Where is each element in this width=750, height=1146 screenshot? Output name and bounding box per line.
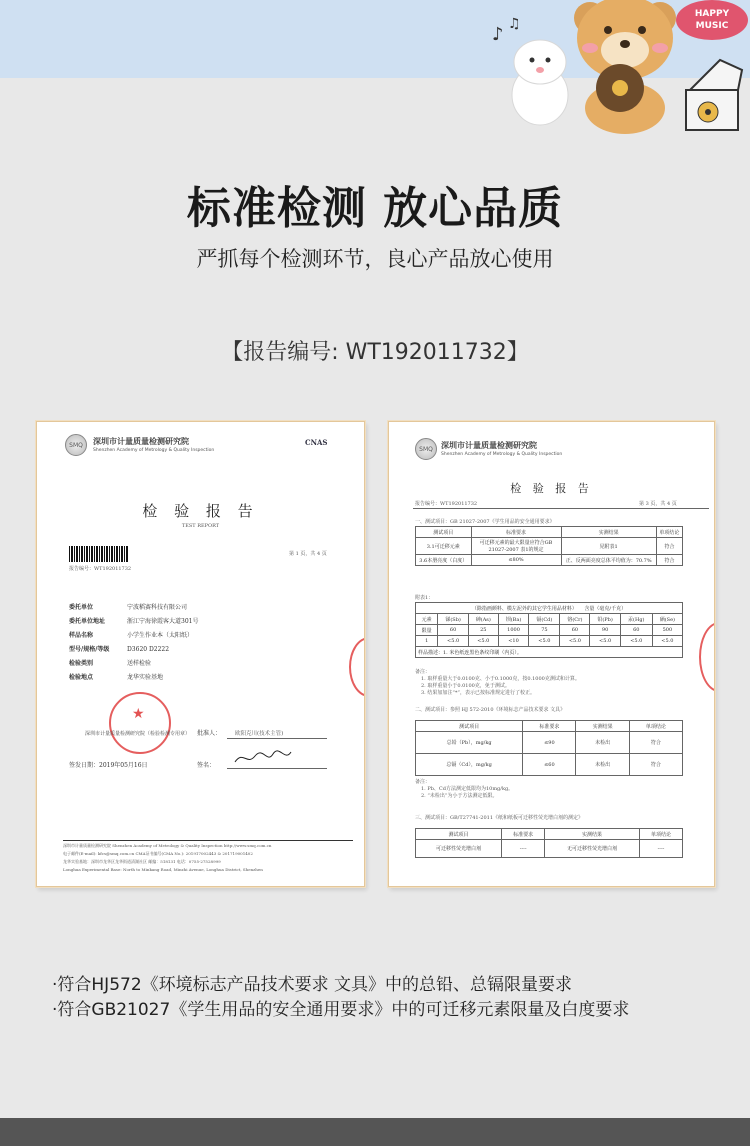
report-ref: 报告编号：WT192011732: [69, 566, 132, 572]
table-cell: 实测结果: [561, 527, 656, 538]
official-stamp: [109, 692, 171, 754]
music-note-icon: ♫: [508, 16, 521, 32]
mascot-decoration: [490, 0, 750, 140]
field-row: 型号/规格/等级 D3620 D2222: [69, 646, 170, 653]
table-cell: ≤90: [523, 732, 576, 754]
table-cell: （除指画颜料、模左泥外的其它学生用品材料） 含量（毫克/千克）: [416, 603, 683, 614]
table-cell: 镉(Cd): [529, 614, 560, 625]
footer-line: 深圳市计量质量检测研究院 Shenzhen Academy of Metrology & Quality Inspection http://www.smq.com.cn: [63, 843, 272, 848]
field-row: 委托单位 宁波稻赛科技有限公司: [69, 604, 188, 611]
field-row: 样品名称 小学生作业本（太阳纸）: [69, 632, 194, 639]
table-cell: 铬(Cr): [560, 614, 590, 625]
table-cell: 锑(Sb): [438, 614, 469, 625]
sign-label: 签名：: [197, 762, 216, 769]
table-cell: 总镉（Cd），mg/kg: [416, 754, 523, 776]
table-cell: <5.0: [620, 636, 652, 647]
table-header-row: [416, 614, 683, 625]
org-name-en: Shenzhen Academy of Metrology & Quality Inspection: [93, 448, 215, 453]
approver-name: 欧阳克川(技术主管): [235, 731, 284, 737]
table-cell: 60: [620, 625, 652, 636]
table-cell: 1000: [498, 625, 529, 636]
table-row: [416, 625, 683, 636]
star-icon: ★: [132, 706, 145, 722]
field-row: 检验类别 送样检验: [69, 660, 152, 667]
table-cell: 钡(Ba): [498, 614, 529, 625]
table-row: [416, 647, 683, 658]
table-cell: 砷(As): [468, 614, 498, 625]
table-cell: 单项结论: [629, 721, 682, 732]
footer-line: 龙华实验基地：深圳市龙华区龙华街道清湖社区 邮编：518131 电话：0755-27528999: [63, 859, 221, 864]
compliance-list: [52, 973, 629, 1023]
table-cell: 单项结论: [656, 527, 682, 538]
org-name-cn: 深圳市计量质量检测研究院: [441, 441, 537, 450]
issue-date: 签发日期：2019年05月16日: [69, 762, 148, 769]
table-header-row: [416, 527, 683, 538]
signature-icon: [233, 748, 293, 768]
result-table-3: [415, 828, 683, 858]
appendix-label: 附表1：: [415, 595, 434, 601]
list-item: ·符合HJ572《环境标志产品技术要求 文具》中的总铅、总镉限量要求: [52, 975, 573, 995]
section-heading: 一、测试项目：GB 21027-2007《学生用品的安全通用要求》: [415, 519, 555, 525]
table-header-row: [416, 829, 683, 840]
table-cell: ----: [639, 840, 682, 858]
table-row: [416, 840, 683, 858]
element-table: [415, 602, 683, 658]
sign-line: [227, 768, 327, 769]
table-cell: 标准要求: [523, 721, 576, 732]
header-divider: [413, 508, 709, 509]
smq-logo-icon: SMQ: [415, 438, 437, 460]
field-row: 检验地点 龙华实验基地: [69, 674, 164, 681]
section-heading: 二、测试项目：参照 HJ 572-2010《环境标志产品技术要求 文具》: [415, 707, 566, 713]
table-cell: 可迁移元素的最大限量应符合GB 21027-2007 表1的规定: [471, 538, 561, 555]
table-cell: 实测结果: [545, 829, 640, 840]
table-cell: 无可迁移性荧光增白剂: [545, 840, 640, 858]
table-cell: 正、反两面亮度总体平均值为：70.7%: [561, 555, 656, 566]
table-cell: ≤80%: [471, 555, 561, 566]
table-cell: 测试项目: [416, 721, 523, 732]
table-cell: 未检出: [576, 754, 629, 776]
table-cell: 1: [416, 636, 438, 647]
report-ref: 报告编号：WT192011732: [415, 501, 478, 507]
table-header-row: [416, 721, 683, 732]
page-subtitle: 严抓每个检测环节，良心产品放心使用: [196, 247, 554, 271]
org-name-en: Shenzhen Academy of Metrology & Quality Inspection: [441, 452, 563, 457]
table-cell: 总铅（Pb），mg/kg: [416, 732, 523, 754]
barcode: [69, 546, 129, 562]
table-row: [416, 555, 683, 566]
table-cell: 汞(Hg): [620, 614, 652, 625]
table-cell: <5.0: [468, 636, 498, 647]
table-caption-row: [416, 603, 683, 614]
table-cell: 3.6本册亮度（白度）: [416, 555, 472, 566]
doc-title-en: TEST REPORT: [181, 523, 220, 529]
result-table-2: [415, 720, 683, 776]
table-cell: 元素: [416, 614, 438, 625]
table-cell: <5.0: [438, 636, 469, 647]
note-line: 3. 结果加加注“*”，表示已按标准规定进行了校正。: [421, 690, 535, 696]
table-row: [416, 732, 683, 754]
table-cell: 测试项目: [416, 527, 472, 538]
page-info: 第 3 页，共 4 页: [639, 501, 677, 507]
page-title: 标准检测 放心品质: [186, 183, 564, 234]
table-cell: 符合: [629, 732, 682, 754]
bottom-band: [0, 1118, 750, 1146]
footer-divider: [63, 840, 353, 841]
table-cell: ----: [502, 840, 545, 858]
table-row: [416, 636, 683, 647]
org-name-cn: 深圳市计量质量检测研究院: [93, 437, 189, 446]
table-cell: 符合: [656, 538, 682, 555]
report-results-page: [388, 421, 715, 887]
note-line: 2. “未检出”为小于方法测定低限。: [421, 793, 498, 799]
table-cell: 限量: [416, 625, 438, 636]
cnas-logo-icon: CNAS: [305, 438, 328, 447]
approver-line: [227, 738, 327, 739]
result-table-1: [415, 526, 683, 566]
table-cell: 60: [438, 625, 469, 636]
doc-title: 检 验 报 告: [510, 482, 593, 495]
table-cell: 标准要求: [502, 829, 545, 840]
table-cell: 符合: [656, 555, 682, 566]
edge-stamp: [349, 637, 365, 697]
table-cell: 可迁移性荧光增白剂: [416, 840, 502, 858]
section-heading: 三、测试项目：GB/T27741-2011《纸和纸板可迁移性荧光增白剂的测定》: [415, 815, 584, 821]
table-cell: 测试项目: [416, 829, 502, 840]
table-cell: ≤60: [523, 754, 576, 776]
table-cell: 见附表1: [561, 538, 656, 555]
table-cell: 单项结论: [639, 829, 682, 840]
table-row: [416, 538, 683, 555]
table-cell: <10: [498, 636, 529, 647]
approver-label: 批准人：: [197, 730, 222, 737]
table-cell: 90: [590, 625, 620, 636]
table-cell: 未检出: [576, 732, 629, 754]
note-line: 备注：: [415, 669, 431, 675]
table-cell: 铅(Pb): [590, 614, 620, 625]
table-cell: 60: [560, 625, 590, 636]
smq-logo-icon: SMQ: [65, 434, 87, 456]
stamp-text: 深圳市计量质量检测研究院（检验检测专用章）: [85, 731, 191, 737]
table-cell: 75: [529, 625, 560, 636]
music-note-icon: ♪: [492, 24, 504, 45]
table-cell: 样品描述：1. 米色纸连黑色条纹印刷（内页）。: [416, 647, 683, 658]
table-cell: <5.0: [590, 636, 620, 647]
page-info: 第 1 页，共 4 页: [289, 551, 327, 557]
report-number: 【报告编号: WT192011732】: [221, 340, 529, 365]
table-cell: <5.0: [560, 636, 590, 647]
footer-line: Longhua Experimental Base: North to Minkang Road, Minzhi Avenue, Longhua District, Shenzhen: [63, 867, 263, 872]
svg-text:HAPPY: HAPPY: [694, 9, 730, 19]
note-line: 2. 取样重量小于0.0100克，免于测试。: [421, 683, 510, 689]
report-cover-page: [36, 421, 365, 887]
table-cell: 25: [468, 625, 498, 636]
table-cell: 标准要求: [471, 527, 561, 538]
doc-title: 检 验 报 告: [142, 502, 259, 520]
note-line: 备注：: [415, 779, 431, 785]
table-cell: <5.0: [529, 636, 560, 647]
table-cell: 500: [652, 625, 682, 636]
note-line: 1. Pb、Cd方法测定低限均为10mg/kg。: [421, 786, 514, 792]
table-cell: 实测结果: [576, 721, 629, 732]
field-row: 委托单位地址 浙江宁海徐霞客大道301号: [69, 618, 199, 625]
table-row: [416, 754, 683, 776]
table-cell: 符合: [629, 754, 682, 776]
svg-text:MUSIC: MUSIC: [695, 21, 729, 31]
table-cell: 3.1可迁移元素: [416, 538, 472, 555]
table-cell: 硒(Se): [652, 614, 682, 625]
note-line: 1. 取样重量大于0.0100克、小于0.1000克，按0.1000克测试和计算。: [421, 676, 580, 682]
table-cell: <5.0: [652, 636, 682, 647]
edge-stamp: [699, 622, 715, 692]
footer-line: 电子邮件(E-mail): kfcs@smq.com.cn CMA证书编号(CMA No.): 201917002443 & 201719001402: [63, 851, 253, 856]
list-item: ·符合GB21027《学生用品的安全通用要求》中的可迁移元素限量及白度要求: [52, 1000, 630, 1020]
